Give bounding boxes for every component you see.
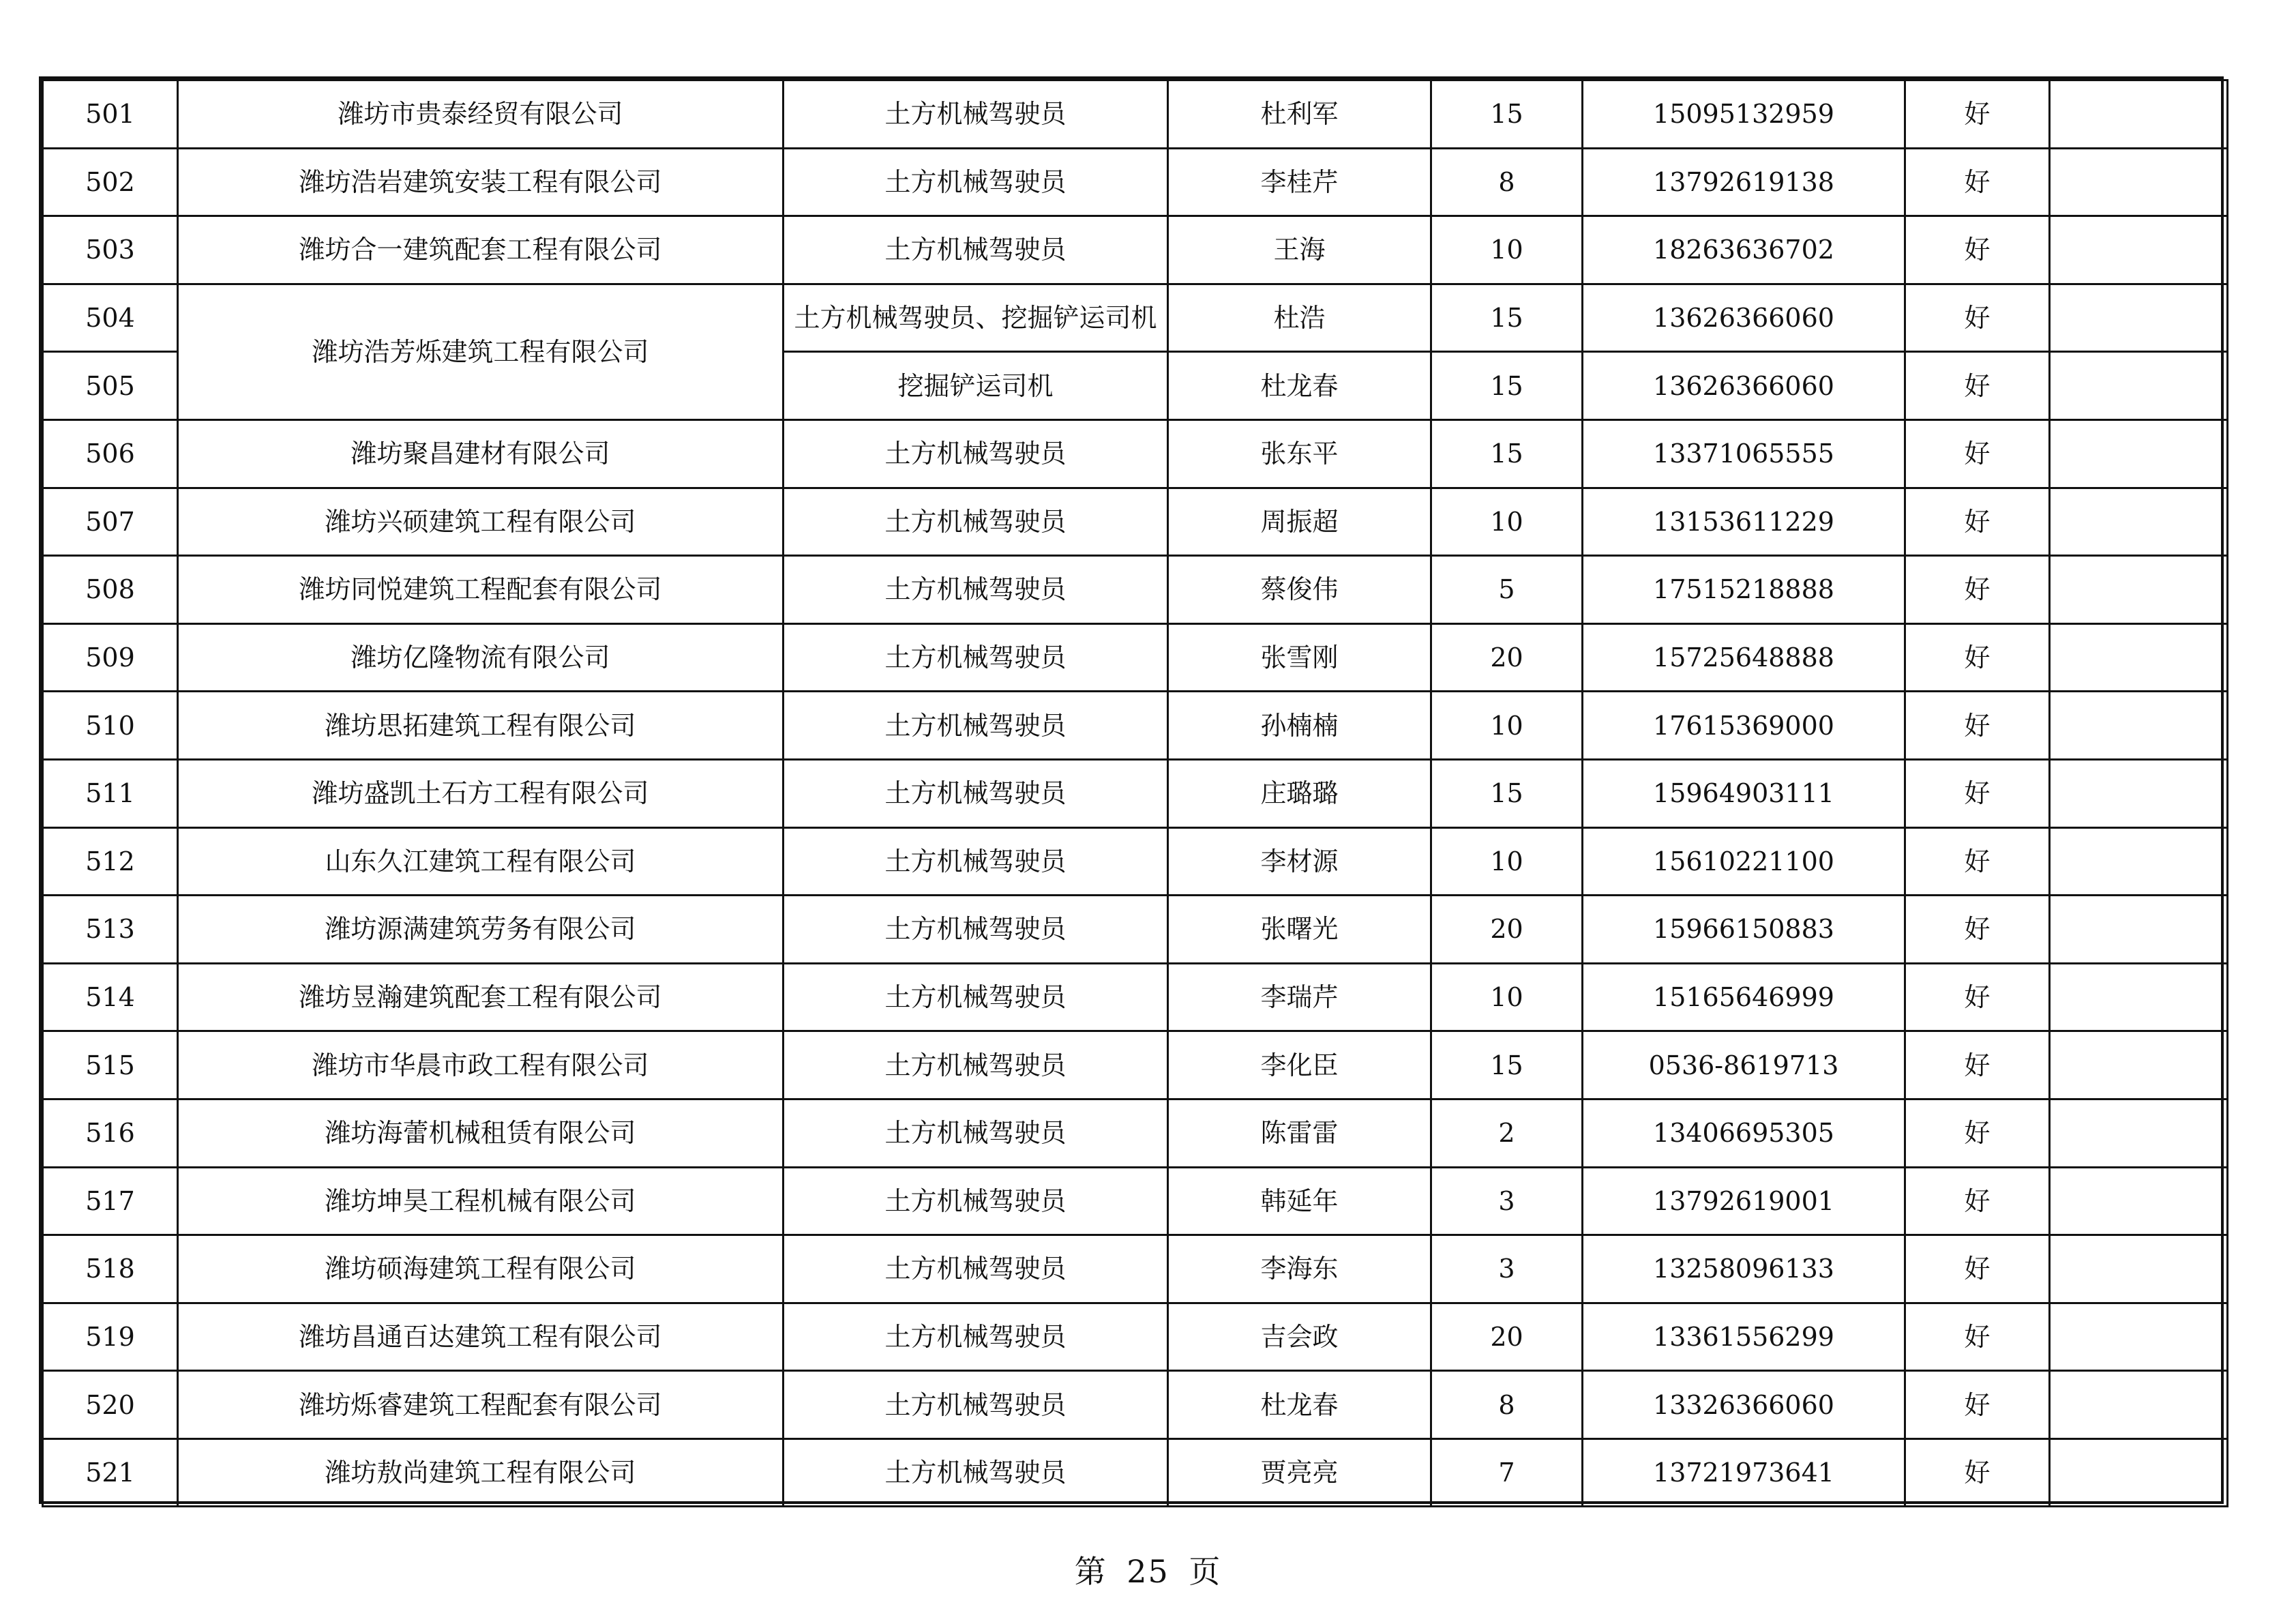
cell-job-type: 土方机械驾驶员 [784,1438,1168,1507]
cell-phone: 13721973641 [1583,1438,1905,1507]
cell-note [2050,419,2228,488]
cell-job-type: 土方机械驾驶员 [784,1371,1168,1439]
cell-rating: 好 [1905,1371,2050,1439]
cell-serial-number: 503 [43,216,178,284]
table-row [43,759,2228,827]
table-row [43,1371,2228,1439]
cell-note [2050,148,2228,216]
cell-count: 15 [1431,284,1583,352]
cell-serial-number: 502 [43,148,178,216]
cell-job-type: 土方机械驾驶员 [784,1235,1168,1303]
cell-serial-number: 516 [43,1099,178,1167]
roster-body [43,80,2228,1507]
cell-rating: 好 [1905,488,2050,556]
cell-job-type: 土方机械驾驶员 [784,556,1168,624]
cell-phone: 13792619001 [1583,1167,1905,1235]
cell-count: 20 [1431,896,1583,964]
cell-phone: 13258096133 [1583,1235,1905,1303]
cell-person-name: 张曙光 [1168,896,1431,964]
cell-count: 15 [1431,1031,1583,1099]
page-number-value: 25 [1127,1553,1169,1590]
cell-note [2050,623,2228,692]
cell-job-type: 土方机械驾驶员 [784,80,1168,149]
cell-note [2050,80,2228,149]
cell-company-name: 潍坊昌通百达建筑工程有限公司 [178,1303,784,1371]
cell-count: 2 [1431,1099,1583,1167]
cell-rating: 好 [1905,216,2050,284]
cell-company-name: 潍坊昱瀚建筑配套工程有限公司 [178,963,784,1031]
cell-serial-number: 519 [43,1303,178,1371]
cell-person-name: 张雪刚 [1168,623,1431,692]
table-row [43,692,2228,760]
cell-job-type: 土方机械驾驶员 [784,148,1168,216]
cell-phone: 15966150883 [1583,896,1905,964]
cell-job-type: 土方机械驾驶员 [784,623,1168,692]
cell-person-name: 庄璐璐 [1168,759,1431,827]
cell-serial-number: 511 [43,759,178,827]
cell-serial-number: 521 [43,1438,178,1507]
cell-serial-number: 514 [43,963,178,1031]
cell-count: 15 [1431,80,1583,149]
table-row [43,284,2228,352]
cell-phone: 15725648888 [1583,623,1905,692]
cell-phone: 13792619138 [1583,148,1905,216]
cell-rating: 好 [1905,692,2050,760]
cell-count: 15 [1431,352,1583,420]
cell-phone: 15964903111 [1583,759,1905,827]
cell-rating: 好 [1905,1099,2050,1167]
cell-person-name: 李化臣 [1168,1031,1431,1099]
cell-rating: 好 [1905,1235,2050,1303]
cell-company-name: 潍坊敖尚建筑工程有限公司 [178,1438,784,1507]
cell-count: 10 [1431,216,1583,284]
table-row [43,1303,2228,1371]
cell-count: 8 [1431,1371,1583,1439]
cell-job-type: 土方机械驾驶员 [784,963,1168,1031]
cell-person-name: 周振超 [1168,488,1431,556]
cell-phone: 13626366060 [1583,284,1905,352]
cell-note [2050,1031,2228,1099]
cell-phone: 13371065555 [1583,419,1905,488]
cell-phone: 13326366060 [1583,1371,1905,1439]
cell-note [2050,284,2228,352]
table-row [43,80,2228,149]
page-number-suffix: 页 [1189,1553,1222,1590]
cell-person-name: 蔡俊伟 [1168,556,1431,624]
cell-note [2050,692,2228,760]
cell-company-name: 潍坊同悦建筑工程配套有限公司 [178,556,784,624]
cell-job-type: 土方机械驾驶员 [784,1167,1168,1235]
cell-rating: 好 [1905,352,2050,420]
cell-note [2050,352,2228,420]
cell-company-name: 潍坊聚昌建材有限公司 [178,419,784,488]
table-row [43,556,2228,624]
cell-phone: 13153611229 [1583,488,1905,556]
cell-count: 15 [1431,759,1583,827]
cell-serial-number: 510 [43,692,178,760]
cell-serial-number: 509 [43,623,178,692]
cell-count: 3 [1431,1167,1583,1235]
cell-note [2050,896,2228,964]
cell-job-type: 土方机械驾驶员 [784,419,1168,488]
cell-job-type: 土方机械驾驶员 [784,216,1168,284]
cell-person-name: 陈雷雷 [1168,1099,1431,1167]
cell-count: 10 [1431,692,1583,760]
table-row [43,488,2228,556]
table-row [43,1438,2228,1507]
cell-phone: 15095132959 [1583,80,1905,149]
cell-note [2050,1438,2228,1507]
cell-phone: 15165646999 [1583,963,1905,1031]
cell-company-name: 潍坊市华晨市政工程有限公司 [178,1031,784,1099]
cell-note [2050,216,2228,284]
cell-person-name: 王海 [1168,216,1431,284]
cell-count: 7 [1431,1438,1583,1507]
cell-note [2050,1167,2228,1235]
roster-table-frame [39,76,2224,1504]
cell-company-name: 潍坊思拓建筑工程有限公司 [178,692,784,760]
cell-rating: 好 [1905,556,2050,624]
cell-rating: 好 [1905,1438,2050,1507]
cell-company-name: 潍坊海蕾机械租赁有限公司 [178,1099,784,1167]
cell-count: 20 [1431,1303,1583,1371]
cell-count: 10 [1431,488,1583,556]
cell-job-type: 土方机械驾驶员、挖掘铲运司机 [784,284,1168,352]
cell-rating: 好 [1905,623,2050,692]
cell-person-name: 李瑞芹 [1168,963,1431,1031]
cell-person-name: 杜浩 [1168,284,1431,352]
cell-person-name: 杜利军 [1168,80,1431,149]
cell-person-name: 孙楠楠 [1168,692,1431,760]
cell-company-name: 潍坊烁睿建筑工程配套有限公司 [178,1371,784,1439]
cell-serial-number: 518 [43,1235,178,1303]
cell-person-name: 李材源 [1168,827,1431,896]
cell-phone: 13361556299 [1583,1303,1905,1371]
cell-rating: 好 [1905,1031,2050,1099]
cell-job-type: 土方机械驾驶员 [784,827,1168,896]
cell-company-name: 潍坊亿隆物流有限公司 [178,623,784,692]
table-row [43,419,2228,488]
cell-person-name: 张东平 [1168,419,1431,488]
cell-person-name: 贾亮亮 [1168,1438,1431,1507]
cell-person-name: 李桂芹 [1168,148,1431,216]
cell-count: 20 [1431,623,1583,692]
cell-job-type: 土方机械驾驶员 [784,1099,1168,1167]
cell-rating: 好 [1905,827,2050,896]
cell-serial-number: 508 [43,556,178,624]
table-row [43,963,2228,1031]
cell-rating: 好 [1905,963,2050,1031]
cell-note [2050,1303,2228,1371]
cell-company-name: 潍坊浩岩建筑安装工程有限公司 [178,148,784,216]
cell-note [2050,963,2228,1031]
cell-company-name: 潍坊盛凯土石方工程有限公司 [178,759,784,827]
cell-serial-number: 520 [43,1371,178,1439]
cell-company-name: 潍坊浩芳烁建筑工程有限公司 [178,284,784,419]
cell-count: 3 [1431,1235,1583,1303]
table-row [43,216,2228,284]
cell-phone: 17515218888 [1583,556,1905,624]
cell-company-name: 潍坊源满建筑劳务有限公司 [178,896,784,964]
cell-job-type: 土方机械驾驶员 [784,759,1168,827]
cell-job-type: 土方机械驾驶员 [784,896,1168,964]
table-row [43,623,2228,692]
cell-count: 5 [1431,556,1583,624]
cell-count: 8 [1431,148,1583,216]
cell-company-name: 潍坊硕海建筑工程有限公司 [178,1235,784,1303]
cell-serial-number: 512 [43,827,178,896]
cell-person-name: 杜龙春 [1168,1371,1431,1439]
cell-job-type: 土方机械驾驶员 [784,1303,1168,1371]
table-row [43,1099,2228,1167]
cell-person-name: 韩延年 [1168,1167,1431,1235]
page-number-prefix: 第 [1074,1553,1107,1590]
cell-serial-number: 515 [43,1031,178,1099]
cell-count: 10 [1431,963,1583,1031]
cell-company-name: 潍坊兴硕建筑工程有限公司 [178,488,784,556]
roster-table [42,79,2228,1507]
cell-phone: 17615369000 [1583,692,1905,760]
table-row [43,1167,2228,1235]
cell-serial-number: 505 [43,352,178,420]
cell-rating: 好 [1905,1303,2050,1371]
table-row [43,896,2228,964]
table-row [43,1031,2228,1099]
cell-company-name: 潍坊合一建筑配套工程有限公司 [178,216,784,284]
page-number [0,1547,2296,1592]
cell-note [2050,759,2228,827]
cell-rating: 好 [1905,759,2050,827]
cell-job-type: 土方机械驾驶员 [784,488,1168,556]
cell-rating: 好 [1905,148,2050,216]
cell-note [2050,1371,2228,1439]
cell-serial-number: 504 [43,284,178,352]
cell-rating: 好 [1905,1167,2050,1235]
cell-serial-number: 517 [43,1167,178,1235]
cell-job-type: 土方机械驾驶员 [784,1031,1168,1099]
cell-rating: 好 [1905,284,2050,352]
cell-serial-number: 507 [43,488,178,556]
cell-note [2050,556,2228,624]
cell-phone: 13626366060 [1583,352,1905,420]
cell-note [2050,827,2228,896]
cell-phone: 18263636702 [1583,216,1905,284]
cell-count: 15 [1431,419,1583,488]
cell-rating: 好 [1905,896,2050,964]
cell-phone: 15610221100 [1583,827,1905,896]
cell-rating: 好 [1905,419,2050,488]
cell-phone: 13406695305 [1583,1099,1905,1167]
cell-serial-number: 501 [43,80,178,149]
table-row [43,827,2228,896]
cell-note [2050,1099,2228,1167]
cell-person-name: 李海东 [1168,1235,1431,1303]
cell-note [2050,1235,2228,1303]
cell-company-name: 山东久江建筑工程有限公司 [178,827,784,896]
cell-phone: 0536-8619713 [1583,1031,1905,1099]
cell-count: 10 [1431,827,1583,896]
cell-serial-number: 513 [43,896,178,964]
cell-company-name: 潍坊坤昊工程机械有限公司 [178,1167,784,1235]
cell-note [2050,488,2228,556]
cell-serial-number: 506 [43,419,178,488]
cell-person-name: 吉会政 [1168,1303,1431,1371]
cell-job-type: 土方机械驾驶员 [784,692,1168,760]
cell-person-name: 杜龙春 [1168,352,1431,420]
cell-job-type: 挖掘铲运司机 [784,352,1168,420]
table-row [43,1235,2228,1303]
table-row [43,148,2228,216]
cell-company-name: 潍坊市贵泰经贸有限公司 [178,80,784,149]
cell-rating: 好 [1905,80,2050,149]
